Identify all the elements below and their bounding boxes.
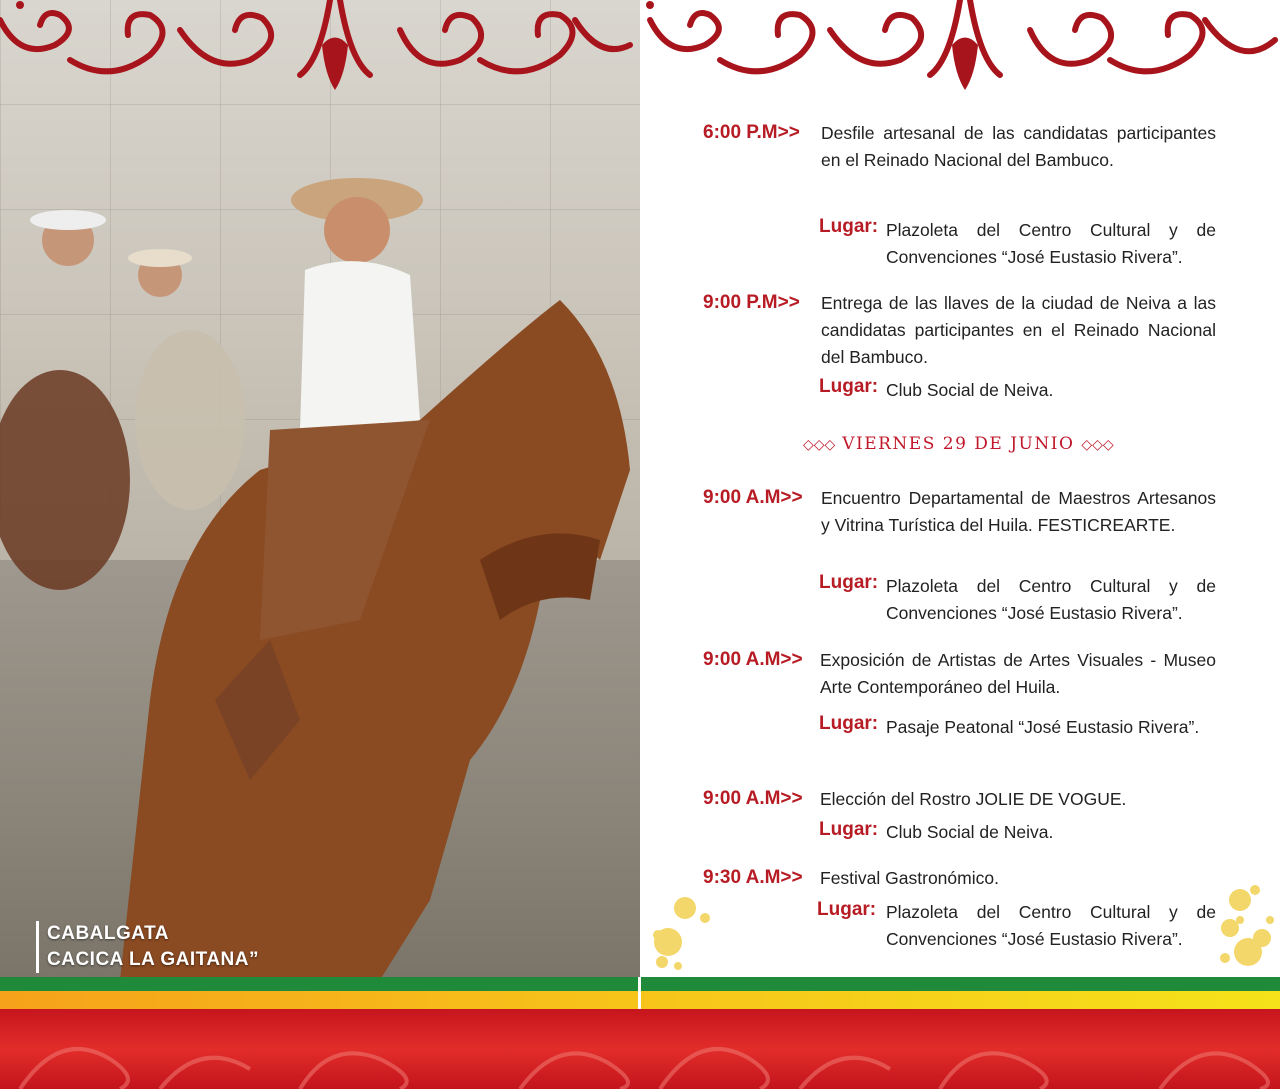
event-time: 9:30 A.M>> [703,867,803,888]
event-time: 9:00 P.M>> [703,292,800,313]
day-header-ornament-right: ◇◇◇ [1081,437,1114,453]
event-venue: Plazoleta del Centro Cultural y de Convenciones “José Eustasio Rivera”. [886,902,1216,949]
lugar-label: Lugar: [817,899,877,920]
lugar-label: Lugar: [819,713,879,734]
photo-caption [36,921,259,973]
event-time: 9:00 A.M>> [703,649,803,670]
event-description: Encuentro Departamental de Maestros Artesanos y Vitrina Turística del Huila. FESTICREARTE. [821,488,1216,535]
event-description: Exposición de Artistas de Artes Visuales - Museo Arte Contemporáneo del Huila. [820,650,1216,697]
event-description: Entrega de las llaves de la ciudad de Neiva a las candidatas participantes en el Reinado Nacional del Bambuco. [821,293,1216,367]
lugar-label: Lugar: [819,572,879,593]
day-header-text: VIERNES 29 DE JUNIO [842,434,1075,454]
cabalgata-photo [0,0,640,977]
lugar-label: Lugar: [819,216,879,237]
event-description: Festival Gastronómico. [820,868,999,888]
event-description: Desfile artesanal de las candidatas participantes en el Reinado Nacional del Bambuco. [821,123,1216,170]
bottom-scroll-ornament [0,1009,1280,1089]
event-time: 6:00 P.M>> [703,122,800,143]
day-header-ornament-left: ◇◇◇ [803,437,836,453]
event-venue: Club Social de Neiva. [886,380,1054,400]
event-venue: Plazoleta del Centro Cultural y de Convenciones “José Eustasio Rivera”. [886,576,1216,623]
event-venue: Pasaje Peatonal “José Eustasio Rivera”. [886,717,1200,737]
event-time: 9:00 A.M>> [703,487,803,508]
lugar-label: Lugar: [819,819,879,840]
event-venue: Plazoleta del Centro Cultural y de Convenciones “José Eustasio Rivera”. [886,220,1216,267]
bubbles-decoration [650,880,1280,977]
rider-silhouettes [0,0,640,977]
day-header [803,434,1114,454]
red-ornament-band [0,1009,1280,1089]
event-venue: Club Social de Neiva. [886,822,1054,842]
caption-line-1: CABALGATA [47,923,169,944]
event-description: Elección del Rostro JOLIE DE VOGUE. [820,789,1127,809]
top-scroll-ornament [0,0,1280,100]
lugar-label: Lugar: [819,376,879,397]
page-split [638,977,641,1009]
event-time: 9:00 A.M>> [703,788,803,809]
caption-line-2: CACICA LA GAITANA” [47,949,259,970]
